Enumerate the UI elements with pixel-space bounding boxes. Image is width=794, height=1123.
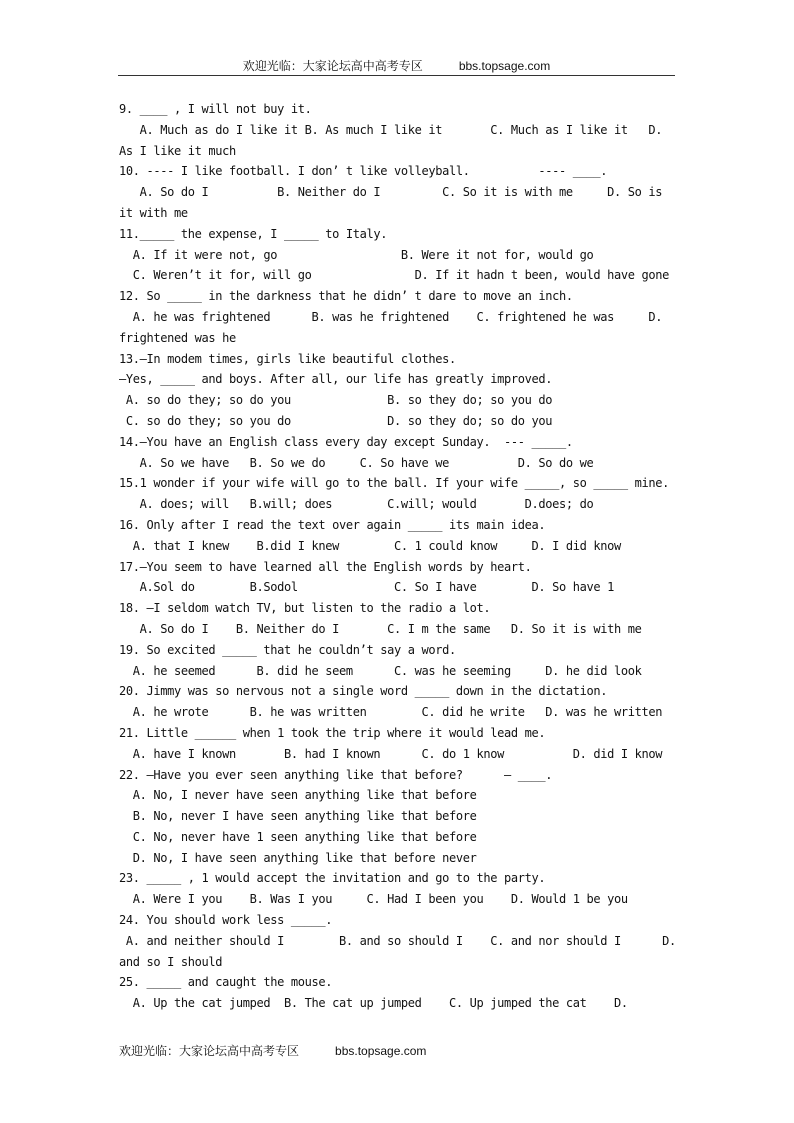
text-line: A. he was frightened B. was he frightened C. frightened he was D.: [119, 309, 663, 324]
text-line: As I like it much: [119, 143, 236, 158]
text-line: 17.—You seem to have learned all the English words by heart.: [119, 559, 532, 574]
text-line: A. So we have B. So we do C. So have we D. So do we: [119, 455, 594, 470]
text-line: 9. ____ , I will not buy it.: [119, 102, 312, 116]
text-line: A.Sol do B.Sodol C. So I have D. So have 1: [119, 580, 614, 595]
text-line: 15.1 wonder if your wife will go to the ball. If your wife _____, so _____ mine.: [119, 476, 669, 491]
text-line: A. have I known B. had I known C. do 1 know D. did I know: [119, 746, 663, 761]
text-line: D. No, I have seen anything like that before never: [119, 850, 477, 865]
text-line: 13.—In modem times, girls like beautiful clothes.: [119, 351, 456, 366]
text-line: A. Were I you B. Was I you C. Had I been you D. Would 1 be you: [119, 892, 628, 907]
text-line: A. that I knew B.did I knew C. 1 could know D. I did know: [119, 538, 621, 553]
text-line: 10. ---- I like football. I don’ t like volleyball. ---- ____.: [119, 164, 608, 179]
text-line: 22. —Have you ever seen anything like that before? — ____.: [119, 767, 553, 782]
text-line: C. Weren’t it for, will go D. If it hadn t been, would have gone: [119, 268, 669, 283]
text-line: B. No, never I have seen anything like that before: [119, 809, 477, 824]
header-url[interactable]: bbs.topsage.com: [458, 59, 551, 73]
text-line: A. he seemed B. did he seem C. was he seeming D. he did look: [119, 663, 642, 678]
text-line: 18. —I seldom watch TV, but listen to the radio a lot.: [119, 601, 491, 616]
text-line: A. So do I B. Neither do I C. So it is with me D. So is: [119, 185, 663, 200]
page-footer: [119, 1042, 426, 1060]
text-line: A. No, I never have seen anything like that before: [119, 788, 477, 803]
text-line: A. So do I B. Neither do I C. I m the same D. So it is with me: [119, 621, 642, 636]
text-line: 12. So _____ in the darkness that he didn’ t dare to move an inch.: [119, 289, 573, 304]
text-line: 14.—You have an English class every day except Sunday. --- _____.: [119, 434, 573, 449]
text-line: —Yes, _____ and boys. After all, our life has greatly improved.: [119, 372, 553, 387]
text-line: A. so do they; so do you B. so they do; so you do: [119, 393, 553, 408]
text-line: A. and neither should I B. and so should I C. and nor should I D.: [119, 933, 676, 948]
text-line: 20. Jimmy was so nervous not a single word _____ down in the dictation.: [119, 684, 608, 699]
page-header: [118, 57, 675, 76]
text-line: A. Up the cat jumped B. The cat up jumped C. Up jumped the cat D.: [119, 996, 628, 1011]
text-line: A. If it were not, go B. Were it not for, would go: [119, 247, 594, 262]
text-line: 16. Only after I read the text over again _____ its main idea.: [119, 517, 546, 532]
footer-url[interactable]: bbs.topsage.com: [335, 1044, 427, 1058]
text-line: 25. _____ and caught the mouse.: [119, 975, 333, 990]
header-welcome: 欢迎光临：大家论坛高中高考专区: [242, 59, 423, 73]
text-line: 23. _____ , 1 would accept the invitation and go to the party.: [119, 871, 546, 886]
text-line: 21. Little ______ when 1 took the trip where it would lead me.: [119, 725, 546, 740]
footer-welcome: 欢迎光临：大家论坛高中高考专区: [119, 1044, 300, 1058]
text-line: it with me: [119, 205, 188, 220]
text-line: and so I should: [119, 954, 223, 969]
text-line: C. No, never have 1 seen anything like that before: [119, 829, 477, 844]
text-line: A. he wrote B. he was written C. did he write D. was he written: [119, 705, 663, 720]
text-line: 19. So excited _____ that he couldn’t say a word.: [119, 642, 456, 657]
text-line: frightened was he: [119, 330, 236, 345]
text-line: 11._____ the expense, I _____ to Italy.: [119, 226, 388, 241]
text-line: C. so do they; so you do D. so they do; so do you: [119, 413, 553, 428]
text-line: A. does; will B.will; does C.will; would D.does; do: [119, 497, 594, 512]
question-text: [119, 99, 679, 1014]
text-line: A. Much as do I like it B. As much I like it C. Much as I like it D.: [119, 122, 663, 137]
text-line: 24. You should work less _____.: [119, 913, 333, 928]
